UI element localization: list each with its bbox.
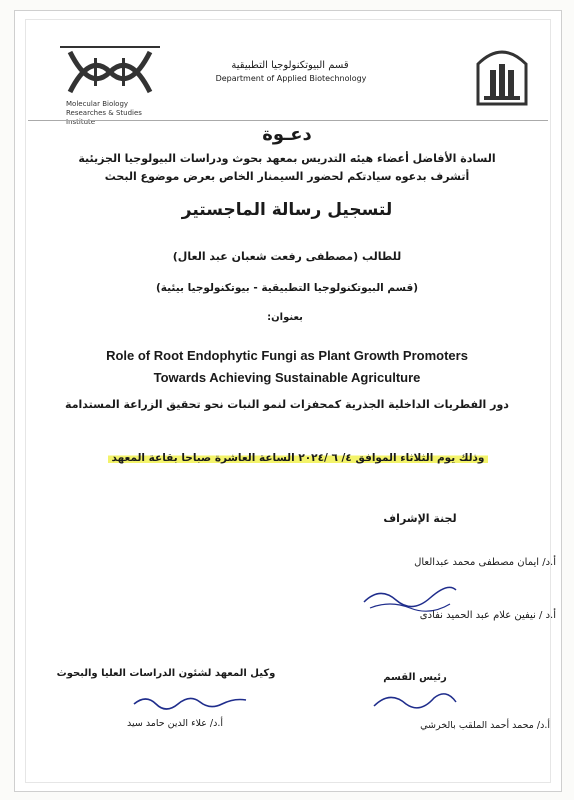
- institute-logo: [60, 42, 160, 102]
- invitation-title: دعـوة: [262, 124, 312, 145]
- header-divider: [28, 120, 548, 121]
- invitation-text: أتشرف بدعوه سيادتكم لحضور السيمنار الخاص بعرض موضوع البحث: [104, 170, 470, 183]
- thesis-title-ar: دور الفطريات الداخلية الجذرية كمحفزات لنمو النبات نحو تحقيق الزراعة المستدامة: [65, 398, 509, 411]
- vice-dean-signature: [130, 690, 250, 716]
- titled-label: بعنوان:: [267, 312, 303, 323]
- thesis-title-en-line2: Towards Achieving Sustainable Agriculture: [153, 370, 421, 385]
- university-logo: [470, 44, 534, 106]
- supervisor-1: أ.د/ ايمان مصطفى محمد عبدالعال: [414, 557, 556, 568]
- vice-dean-name: أ.د/ علاء الدين حامد سيد: [126, 718, 224, 729]
- department-name-en: Department of Applied Biotechnology: [215, 74, 367, 83]
- supervisor-2: أ.د / نيفين علام عبد الحميد نفادى: [419, 610, 556, 621]
- seminar-date: وذلك يوم الثلاثاء الموافق ٤/ ٦ /٢٠٢٤ الساعة العاشرة صباحا بقاعة المعهد: [108, 452, 488, 464]
- vice-dean-title: وكيل المعهد لشئون الدراسات العليا والبحوث: [56, 668, 276, 679]
- institute-caption: Molecular Biology Researches & Studies Institute: [66, 100, 142, 126]
- student-department: (قسم البيوتكنولوجيا التطبيقية - بيوتكنولوجيا بيئية): [155, 282, 419, 294]
- seminar-heading: لتسجيل رسالة الماجستير: [181, 200, 393, 220]
- department-head-title: رئيس القسم: [383, 672, 447, 683]
- student-name: للطالب (مصطفى رفعت شعبان عبد العال): [172, 250, 402, 263]
- department-head-name: أ.د/ محمد أحمد الملقب بالخرشي: [420, 720, 550, 731]
- invitation-recipients: السادة الأفاضل أعضاء هيئه التدريس بمعهد بحوث ودراسات البيولوجيا الجزيئية: [78, 152, 496, 165]
- department-head-signature: [370, 686, 460, 716]
- thesis-title-en-line1: Role of Root Endophytic Fungi as Plant Growth Promoters: [106, 348, 468, 363]
- department-name-ar: قسم البيوتكنولوجيا التطبيقية: [231, 60, 349, 71]
- supervision-committee-label: لجنة الإشراف: [383, 512, 457, 525]
